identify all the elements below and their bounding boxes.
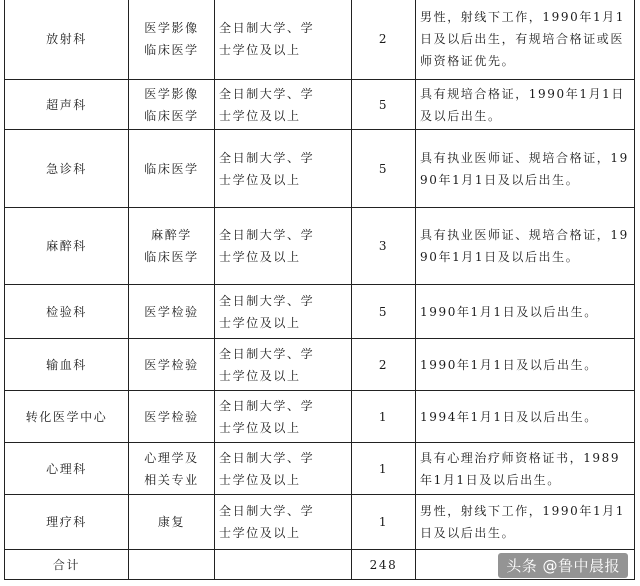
major-cell [129, 339, 215, 391]
education-line: 士学位及以上 [219, 420, 301, 435]
requirement-cell: 1994年1月1日及以后出生。 [416, 391, 635, 443]
headcount-cell: 5 [352, 130, 416, 208]
education-line: 全日制大学、学 [219, 504, 315, 518]
major-line: 医学检验 [144, 409, 199, 424]
major-line: 医学影像 [144, 21, 199, 35]
dept-cell: 麻醉科 [5, 208, 129, 285]
education-line: 全日制大学、学 [219, 450, 315, 465]
table-row [5, 339, 635, 391]
requirement-cell: 具有心理治疗师资格证书，1989年1月1日及以后出生。 [416, 443, 635, 495]
education-cell [215, 285, 352, 339]
table-row [5, 208, 635, 285]
major-cell [129, 495, 215, 550]
headcount-cell: 1 [352, 495, 416, 550]
dept-cell: 检验科 [5, 285, 129, 339]
major-line: 临床医学 [144, 108, 199, 123]
requirement-cell: 1990年1月1日及以后出生。 [416, 285, 635, 339]
requirement-cell: 男性，射线下工作，1990年1月1日及以后出生。 [416, 495, 635, 550]
education-cell [215, 443, 352, 495]
dept-cell: 输血科 [5, 339, 129, 391]
requirement-cell: 1990年1月1日及以后出生。 [416, 339, 635, 391]
education-cell [215, 130, 352, 208]
education-line: 士学位及以上 [219, 108, 301, 123]
table-row [5, 495, 635, 550]
headcount-cell: 1 [352, 443, 416, 495]
dept-cell: 转化医学中心 [5, 391, 129, 443]
table-row [5, 0, 635, 80]
education-line: 士学位及以上 [219, 172, 301, 187]
headcount-cell: 2 [352, 0, 416, 80]
major-line: 医学影像 [144, 86, 199, 101]
dept-cell: 放射科 [5, 0, 129, 80]
requirement-cell: 具有执业医师证、规培合格证，1990年1月1日及以后出生。 [416, 208, 635, 285]
headcount-cell: 1 [352, 391, 416, 443]
major-line: 医学检验 [144, 357, 199, 372]
empty-cell [129, 550, 215, 580]
total-label: 合计 [5, 550, 129, 580]
education-line: 全日制大学、学 [219, 346, 315, 361]
major-cell [129, 0, 215, 80]
major-cell [129, 130, 215, 208]
education-cell [215, 339, 352, 391]
education-line: 全日制大学、学 [219, 228, 315, 242]
requirement-cell: 具有规培合格证，1990年1月1日及以后出生。 [416, 80, 635, 130]
requirement-cell: 具有执业医师证、规培合格证，1990年1月1日及以后出生。 [416, 130, 635, 208]
major-line: 康复 [157, 515, 186, 529]
education-line: 士学位及以上 [219, 368, 301, 383]
major-cell [129, 285, 215, 339]
education-cell [215, 495, 352, 550]
table-row [5, 443, 635, 495]
major-line: 心理学及 [144, 450, 199, 465]
education-line: 全日制大学、学 [219, 398, 315, 413]
education-cell [215, 391, 352, 443]
education-line: 全日制大学、学 [219, 86, 315, 101]
education-line: 士学位及以上 [219, 250, 301, 264]
major-line: 麻醉学 [151, 228, 192, 242]
education-line: 全日制大学、学 [219, 293, 315, 308]
education-line: 士学位及以上 [219, 315, 301, 330]
education-cell [215, 208, 352, 285]
table-row [5, 130, 635, 208]
headcount-cell: 5 [352, 80, 416, 130]
major-line: 临床医学 [144, 161, 199, 176]
headcount-cell: 3 [352, 208, 416, 285]
table-row [5, 391, 635, 443]
dept-cell: 急诊科 [5, 130, 129, 208]
major-line: 相关专业 [144, 472, 199, 487]
education-line: 全日制大学、学 [219, 150, 315, 165]
dept-cell: 超声科 [5, 80, 129, 130]
education-line: 全日制大学、学 [219, 21, 315, 35]
major-cell [129, 80, 215, 130]
education-cell [215, 0, 352, 80]
major-cell [129, 208, 215, 285]
education-line: 士学位及以上 [219, 43, 301, 57]
empty-cell [215, 550, 352, 580]
source-watermark: 头条 @鲁中晨报 [498, 553, 628, 578]
major-line: 临床医学 [144, 43, 199, 57]
dept-cell: 理疗科 [5, 495, 129, 550]
recruitment-table [4, 0, 635, 580]
table-row [5, 80, 635, 130]
table-row [5, 285, 635, 339]
education-line: 士学位及以上 [219, 526, 301, 540]
major-line: 医学检验 [144, 304, 199, 319]
table-body [5, 0, 635, 580]
major-cell [129, 443, 215, 495]
dept-cell: 心理科 [5, 443, 129, 495]
education-line: 士学位及以上 [219, 472, 301, 487]
requirement-cell: 男性，射线下工作，1990年1月1日及以后出生，有规培合格证或医师资格证优先。 [416, 0, 635, 80]
total-count: 248 [352, 550, 416, 580]
major-line: 临床医学 [144, 250, 199, 264]
education-cell [215, 80, 352, 130]
major-cell [129, 391, 215, 443]
headcount-cell: 2 [352, 339, 416, 391]
headcount-cell: 5 [352, 285, 416, 339]
